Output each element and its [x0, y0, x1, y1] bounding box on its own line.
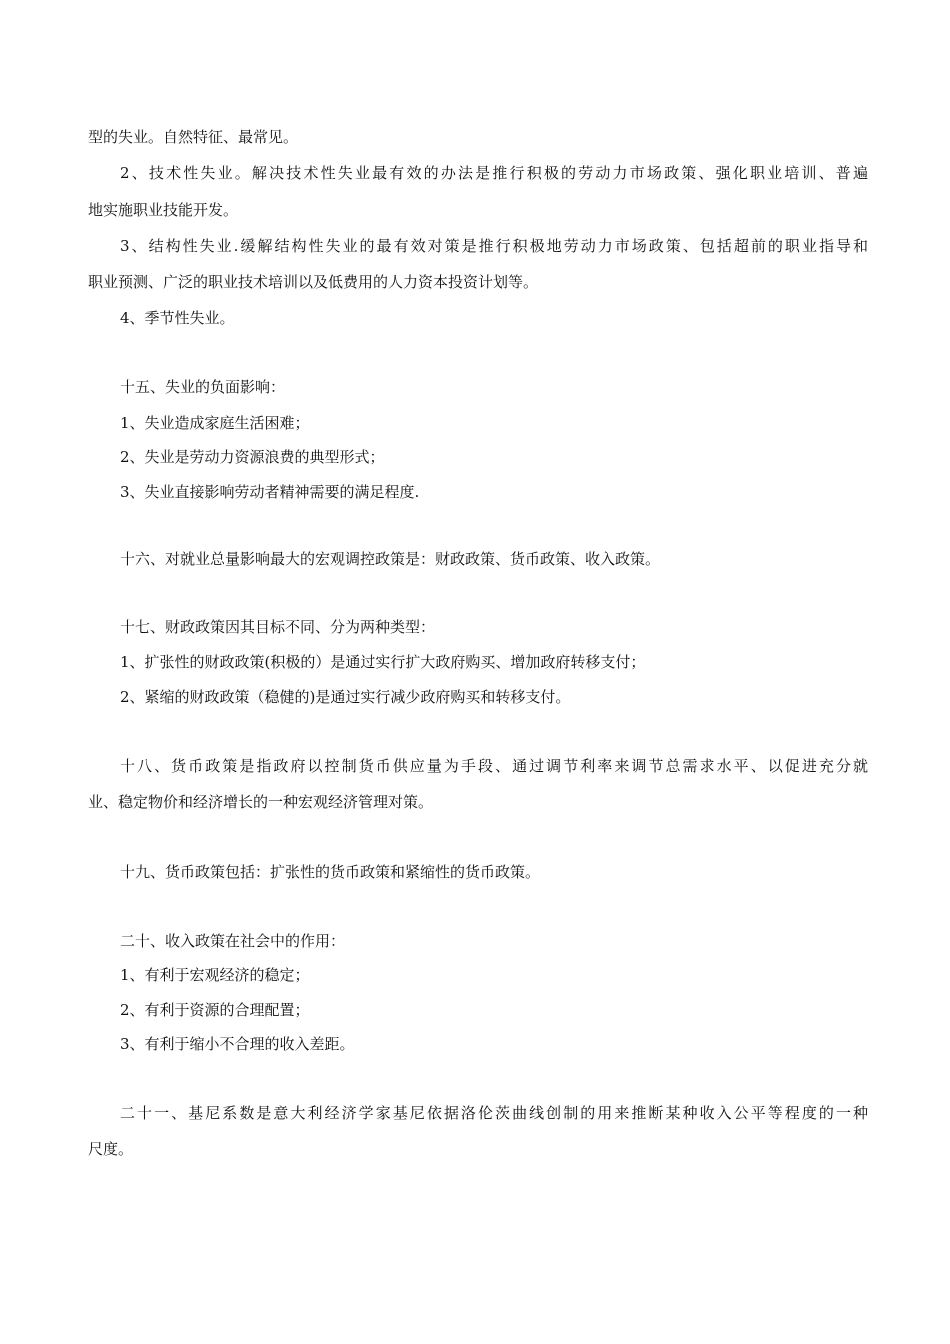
text-line: 2、有利于资源的合理配置； — [120, 1001, 310, 1019]
section-heading: 二十、收入政策在社会中的作用： — [120, 932, 346, 950]
section-heading: 十八、货币政策是指政府以控制货币供应量为手段、通过调节利率来调节总需求水平、以促进充分就 — [120, 757, 868, 775]
text-line: 4、季节性失业。 — [120, 309, 235, 327]
text-line: 型的失业。自然特征、最常见。 — [88, 128, 299, 146]
section-heading: 十五、失业的负面影响： — [120, 378, 286, 396]
text-line: 3、失业直接影响劳动者精神需要的满足程度. — [120, 483, 420, 501]
text-line: 3、有利于缩小不合理的收入差距。 — [120, 1035, 355, 1053]
text-line: 2、紧缩的财政政策（稳健的)是通过实行减少政府购买和转移支付。 — [120, 688, 571, 706]
text-line: 业、稳定物价和经济增长的一种宏观经济管理对策。 — [88, 793, 434, 811]
text-line: 2、失业是劳动力资源浪费的典型形式； — [120, 448, 385, 466]
section-heading: 二十一、基尼系数是意大利经济学家基尼依据洛伦茨曲线创制的用来推断某种收入公平等程度的一种 — [120, 1104, 868, 1122]
text-line: 1、有利于宏观经济的稳定； — [120, 966, 310, 984]
text-line: 2、技术性失业。解决技术性失业最有效的办法是推行积极的劳动力市场政策、强化职业培训、普遍 — [120, 164, 868, 182]
text-line: 职业预测、广泛的职业技术培训以及低费用的人力资本投资计划等。 — [88, 273, 539, 291]
section-heading: 十九、货币政策包括：扩张性的货币政策和紧缩性的货币政策。 — [120, 863, 541, 881]
text-line: 地实施职业技能开发。 — [88, 201, 239, 219]
text-line: 尺度。 — [88, 1140, 134, 1158]
text-line: 1、扩张性的财政政策(积极的）是通过实行扩大政府购买、增加政府转移支付； — [120, 653, 646, 671]
section-heading: 十七、财政政策因其目标不同、分为两种类型： — [120, 618, 436, 636]
text-line: 1、失业造成家庭生活困难； — [120, 414, 310, 432]
text-line: 3、结构性失业.缓解结构性失业的最有效对策是推行积极地劳动力市场政策、包括超前的职业指导和 — [120, 237, 868, 255]
section-heading: 十六、对就业总量影响最大的宏观调控政策是：财政政策、货币政策、收入政策。 — [120, 550, 661, 568]
